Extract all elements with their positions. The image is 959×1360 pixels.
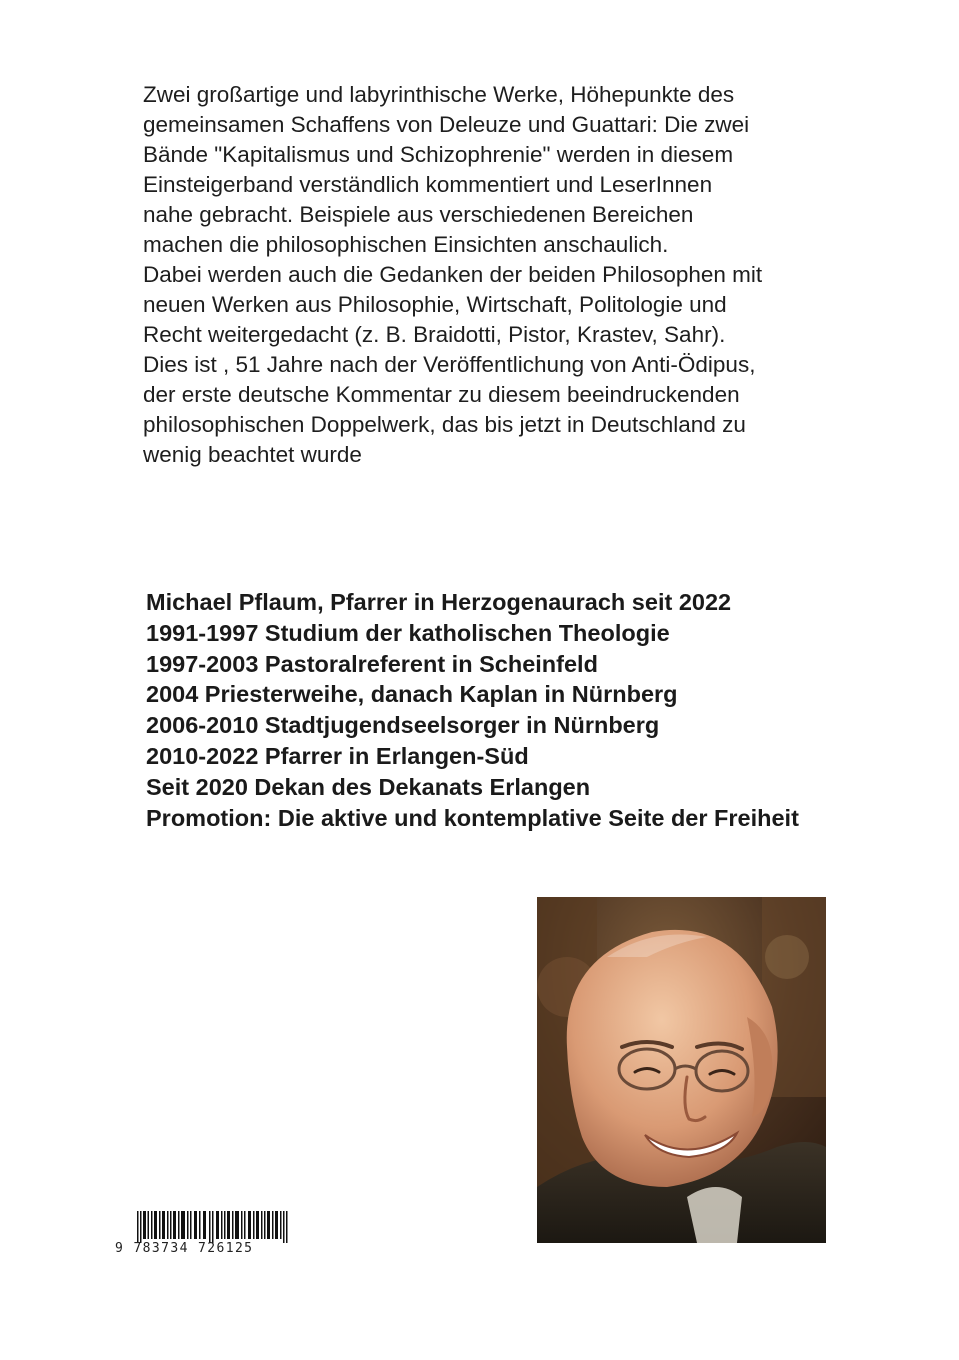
blurb-line: philosophischen Doppelwerk, das bis jetzt in Deutschland zu [143,412,746,437]
blurb-line: Recht weitergedacht (z. B. Braidotti, Pistor, Krastev, Sahr). [143,322,726,347]
bio-line: 1997-2003 Pastoralreferent in Scheinfeld [146,650,598,677]
author-portrait [537,897,826,1243]
barcode-bars [137,1211,289,1243]
bio-line: 2006-2010 Stadtjugendseelsorger in Nürnberg [146,712,660,739]
author-bio [146,587,906,833]
isbn-digits: 9 783734 726125 [115,1241,254,1256]
bio-line: 2004 Priesterweihe, danach Kaplan in Nürnberg [146,681,678,708]
blurb-line: gemeinsamen Schaffens von Deleuze und Guattari: Die zwei [143,112,750,137]
blurb-line: Einsteigerband verständlich kommentiert und LeserInnen [143,172,713,197]
bio-line: Michael Pflaum, Pfarrer in Herzogenaurach seit 2022 [146,589,732,615]
blurb-line: Dies ist , 51 Jahre nach der Veröffentlichung von Anti-Ödipus, [143,352,756,377]
bio-line: Seit 2020 Dekan des Dekanats Erlangen [146,773,591,800]
blurb-line: Bände "Kapitalismus und Schizophrenie" werden in diesem [143,142,734,167]
isbn-barcode [115,1208,290,1260]
blurb-line: wenig beachtet wurde [143,442,362,467]
bio-line: 1991-1997 Studium der katholischen Theologie [146,619,670,646]
blurb-line: der erste deutsche Kommentar zu diesem beeindruckenden [143,382,740,407]
portrait-illustration [537,897,826,1243]
blurb-line: Dabei werden auch die Gedanken der beiden Philosophen mit [143,262,763,287]
blurb-line: neuen Werken aus Philosophie, Wirtschaft, Politologie und [143,292,727,317]
blurb-text [143,80,863,470]
bio-line: Promotion: Die aktive und kontemplative Seite der Freiheit [146,804,799,831]
blurb-line: machen die philosophischen Einsichten anschaulich. [143,232,669,257]
blurb-line: Zwei großartige und labyrinthische Werke, Höhepunkte des [143,82,735,107]
blurb-line: nahe gebracht. Beispiele aus verschiedenen Bereichen [143,202,694,227]
bio-line: 2010-2022 Pfarrer in Erlangen-Süd [146,742,529,769]
